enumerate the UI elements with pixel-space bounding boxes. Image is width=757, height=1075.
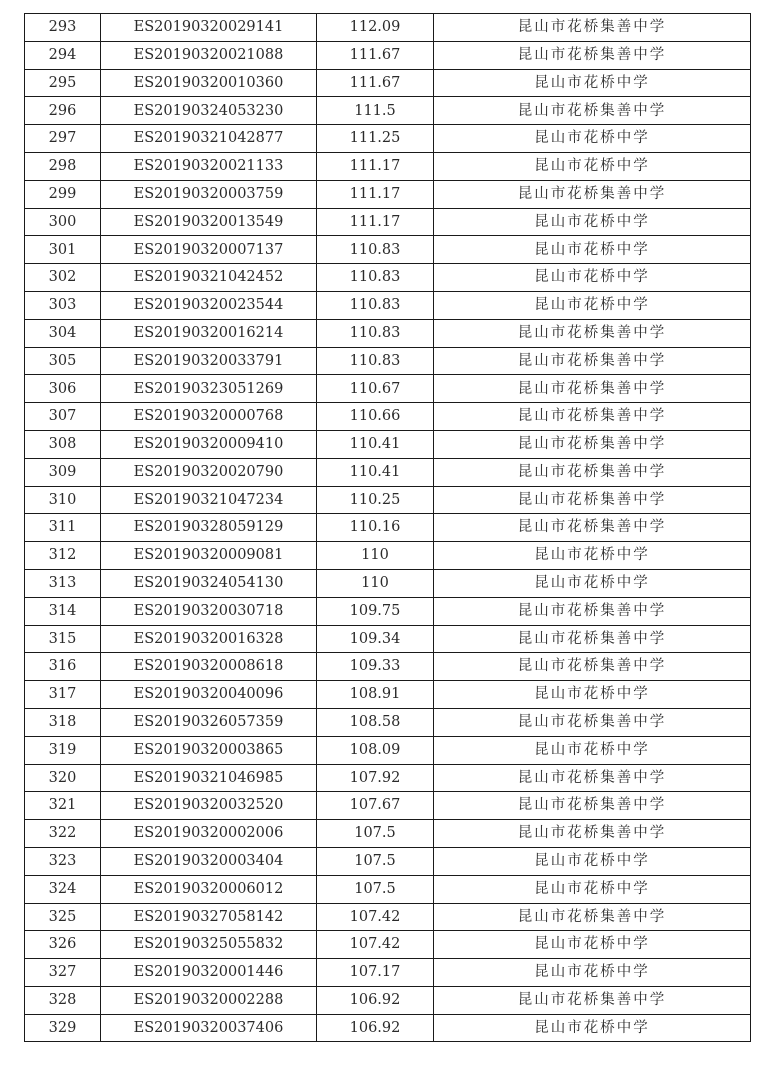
table-row (25, 208, 751, 236)
rank-cell: 310 (25, 486, 101, 514)
school-cell: 昆山市花桥中学 (434, 152, 751, 180)
rank-cell: 314 (25, 597, 101, 625)
exam-id-cell: ES20190320003865 (101, 736, 317, 764)
table-row (25, 264, 751, 292)
rank-cell: 329 (25, 1014, 101, 1042)
exam-id-cell: ES20190321047234 (101, 486, 317, 514)
school-cell: 昆山市花桥集善中学 (434, 403, 751, 431)
rank-cell: 302 (25, 264, 101, 292)
exam-id-cell: ES20190328059129 (101, 514, 317, 542)
school-cell: 昆山市花桥集善中学 (434, 14, 751, 42)
exam-id-cell: ES20190320013549 (101, 208, 317, 236)
score-cell: 110.67 (317, 375, 434, 403)
table-row (25, 736, 751, 764)
rank-cell: 318 (25, 708, 101, 736)
exam-id-cell: ES20190320021133 (101, 152, 317, 180)
rank-cell: 309 (25, 458, 101, 486)
table-row (25, 125, 751, 153)
exam-id-cell: ES20190321042452 (101, 264, 317, 292)
exam-id-cell: ES20190320003404 (101, 847, 317, 875)
table-row (25, 403, 751, 431)
school-cell: 昆山市花桥集善中学 (434, 319, 751, 347)
rank-cell: 307 (25, 403, 101, 431)
rank-cell: 294 (25, 41, 101, 69)
table-row (25, 1014, 751, 1042)
school-cell: 昆山市花桥中学 (434, 931, 751, 959)
school-cell: 昆山市花桥中学 (434, 69, 751, 97)
exam-id-cell: ES20190320003759 (101, 180, 317, 208)
table-row (25, 820, 751, 848)
table-row (25, 375, 751, 403)
school-cell: 昆山市花桥集善中学 (434, 375, 751, 403)
school-cell: 昆山市花桥集善中学 (434, 430, 751, 458)
table-row (25, 180, 751, 208)
score-table (24, 13, 751, 1042)
school-cell: 昆山市花桥集善中学 (434, 792, 751, 820)
score-sheet (24, 13, 750, 1042)
table-row (25, 847, 751, 875)
rank-cell: 315 (25, 625, 101, 653)
rank-cell: 322 (25, 820, 101, 848)
score-cell: 108.09 (317, 736, 434, 764)
exam-id-cell: ES20190326057359 (101, 708, 317, 736)
school-cell: 昆山市花桥集善中学 (434, 625, 751, 653)
table-row (25, 875, 751, 903)
rank-cell: 321 (25, 792, 101, 820)
table-row (25, 514, 751, 542)
score-cell: 111.17 (317, 208, 434, 236)
table-row (25, 97, 751, 125)
exam-id-cell: ES20190320007137 (101, 236, 317, 264)
school-cell: 昆山市花桥中学 (434, 959, 751, 987)
exam-id-cell: ES20190320016328 (101, 625, 317, 653)
table-row (25, 236, 751, 264)
table-row (25, 430, 751, 458)
exam-id-cell: ES20190320000768 (101, 403, 317, 431)
school-cell: 昆山市花桥集善中学 (434, 97, 751, 125)
score-cell: 110.25 (317, 486, 434, 514)
school-cell: 昆山市花桥中学 (434, 875, 751, 903)
score-cell: 110.83 (317, 347, 434, 375)
score-cell: 111.5 (317, 97, 434, 125)
table-row (25, 931, 751, 959)
table-row (25, 597, 751, 625)
rank-cell: 308 (25, 430, 101, 458)
rank-cell: 311 (25, 514, 101, 542)
score-cell: 111.67 (317, 41, 434, 69)
table-row (25, 792, 751, 820)
score-cell: 110.83 (317, 264, 434, 292)
score-cell: 110.83 (317, 236, 434, 264)
table-row (25, 347, 751, 375)
score-cell: 109.33 (317, 653, 434, 681)
table-row (25, 486, 751, 514)
rank-cell: 301 (25, 236, 101, 264)
score-cell: 111.17 (317, 180, 434, 208)
table-row (25, 681, 751, 709)
exam-id-cell: ES20190320009081 (101, 542, 317, 570)
table-row (25, 14, 751, 42)
exam-id-cell: ES20190320037406 (101, 1014, 317, 1042)
school-cell: 昆山市花桥中学 (434, 569, 751, 597)
school-cell: 昆山市花桥集善中学 (434, 820, 751, 848)
score-cell: 107.17 (317, 959, 434, 987)
school-cell: 昆山市花桥集善中学 (434, 903, 751, 931)
score-cell: 110.41 (317, 458, 434, 486)
exam-id-cell: ES20190323051269 (101, 375, 317, 403)
exam-id-cell: ES20190320009410 (101, 430, 317, 458)
table-row (25, 903, 751, 931)
score-table-body (25, 14, 751, 1042)
score-cell: 109.34 (317, 625, 434, 653)
rank-cell: 299 (25, 180, 101, 208)
rank-cell: 323 (25, 847, 101, 875)
rank-cell: 316 (25, 653, 101, 681)
score-cell: 111.17 (317, 152, 434, 180)
table-row (25, 653, 751, 681)
exam-id-cell: ES20190320008618 (101, 653, 317, 681)
exam-id-cell: ES20190321042877 (101, 125, 317, 153)
rank-cell: 324 (25, 875, 101, 903)
rank-cell: 303 (25, 291, 101, 319)
table-row (25, 625, 751, 653)
score-cell: 107.5 (317, 820, 434, 848)
score-cell: 110 (317, 569, 434, 597)
score-cell: 110.66 (317, 403, 434, 431)
exam-id-cell: ES20190320001446 (101, 959, 317, 987)
rank-cell: 300 (25, 208, 101, 236)
score-cell: 110.41 (317, 430, 434, 458)
exam-id-cell: ES20190320023544 (101, 291, 317, 319)
score-cell: 112.09 (317, 14, 434, 42)
table-row (25, 152, 751, 180)
exam-id-cell: ES20190320029141 (101, 14, 317, 42)
school-cell: 昆山市花桥中学 (434, 125, 751, 153)
table-row (25, 959, 751, 987)
score-cell: 111.25 (317, 125, 434, 153)
rank-cell: 327 (25, 959, 101, 987)
score-cell: 109.75 (317, 597, 434, 625)
school-cell: 昆山市花桥集善中学 (434, 41, 751, 69)
score-cell: 111.67 (317, 69, 434, 97)
table-row (25, 986, 751, 1014)
score-cell: 106.92 (317, 986, 434, 1014)
score-cell: 110.83 (317, 319, 434, 347)
rank-cell: 319 (25, 736, 101, 764)
score-cell: 110.83 (317, 291, 434, 319)
rank-cell: 305 (25, 347, 101, 375)
school-cell: 昆山市花桥中学 (434, 681, 751, 709)
table-row (25, 708, 751, 736)
exam-id-cell: ES20190320020790 (101, 458, 317, 486)
school-cell: 昆山市花桥集善中学 (434, 180, 751, 208)
school-cell: 昆山市花桥集善中学 (434, 514, 751, 542)
exam-id-cell: ES20190320010360 (101, 69, 317, 97)
score-cell: 108.91 (317, 681, 434, 709)
table-row (25, 764, 751, 792)
rank-cell: 293 (25, 14, 101, 42)
score-cell: 110 (317, 542, 434, 570)
rank-cell: 313 (25, 569, 101, 597)
exam-id-cell: ES20190320030718 (101, 597, 317, 625)
exam-id-cell: ES20190320016214 (101, 319, 317, 347)
rank-cell: 312 (25, 542, 101, 570)
rank-cell: 325 (25, 903, 101, 931)
rank-cell: 320 (25, 764, 101, 792)
rank-cell: 304 (25, 319, 101, 347)
exam-id-cell: ES20190327058142 (101, 903, 317, 931)
school-cell: 昆山市花桥集善中学 (434, 986, 751, 1014)
exam-id-cell: ES20190320040096 (101, 681, 317, 709)
rank-cell: 298 (25, 152, 101, 180)
school-cell: 昆山市花桥中学 (434, 236, 751, 264)
rank-cell: 296 (25, 97, 101, 125)
rank-cell: 306 (25, 375, 101, 403)
school-cell: 昆山市花桥中学 (434, 291, 751, 319)
school-cell: 昆山市花桥集善中学 (434, 458, 751, 486)
table-row (25, 458, 751, 486)
table-row (25, 291, 751, 319)
school-cell: 昆山市花桥中学 (434, 1014, 751, 1042)
exam-id-cell: ES20190325055832 (101, 931, 317, 959)
exam-id-cell: ES20190320006012 (101, 875, 317, 903)
exam-id-cell: ES20190320002288 (101, 986, 317, 1014)
exam-id-cell: ES20190320032520 (101, 792, 317, 820)
table-row (25, 41, 751, 69)
exam-id-cell: ES20190321046985 (101, 764, 317, 792)
school-cell: 昆山市花桥集善中学 (434, 764, 751, 792)
score-cell: 107.42 (317, 903, 434, 931)
score-cell: 107.42 (317, 931, 434, 959)
school-cell: 昆山市花桥集善中学 (434, 597, 751, 625)
score-cell: 110.16 (317, 514, 434, 542)
school-cell: 昆山市花桥中学 (434, 208, 751, 236)
school-cell: 昆山市花桥中学 (434, 542, 751, 570)
school-cell: 昆山市花桥中学 (434, 264, 751, 292)
school-cell: 昆山市花桥集善中学 (434, 653, 751, 681)
rank-cell: 317 (25, 681, 101, 709)
exam-id-cell: ES20190320033791 (101, 347, 317, 375)
rank-cell: 295 (25, 69, 101, 97)
rank-cell: 297 (25, 125, 101, 153)
school-cell: 昆山市花桥中学 (434, 847, 751, 875)
school-cell: 昆山市花桥中学 (434, 736, 751, 764)
score-cell: 106.92 (317, 1014, 434, 1042)
table-row (25, 319, 751, 347)
rank-cell: 326 (25, 931, 101, 959)
school-cell: 昆山市花桥集善中学 (434, 708, 751, 736)
score-cell: 107.92 (317, 764, 434, 792)
exam-id-cell: ES20190320002006 (101, 820, 317, 848)
table-row (25, 69, 751, 97)
rank-cell: 328 (25, 986, 101, 1014)
exam-id-cell: ES20190324053230 (101, 97, 317, 125)
score-cell: 107.67 (317, 792, 434, 820)
exam-id-cell: ES20190320021088 (101, 41, 317, 69)
school-cell: 昆山市花桥集善中学 (434, 347, 751, 375)
exam-id-cell: ES20190324054130 (101, 569, 317, 597)
score-cell: 108.58 (317, 708, 434, 736)
table-row (25, 569, 751, 597)
table-row (25, 542, 751, 570)
score-cell: 107.5 (317, 875, 434, 903)
school-cell: 昆山市花桥集善中学 (434, 486, 751, 514)
score-cell: 107.5 (317, 847, 434, 875)
